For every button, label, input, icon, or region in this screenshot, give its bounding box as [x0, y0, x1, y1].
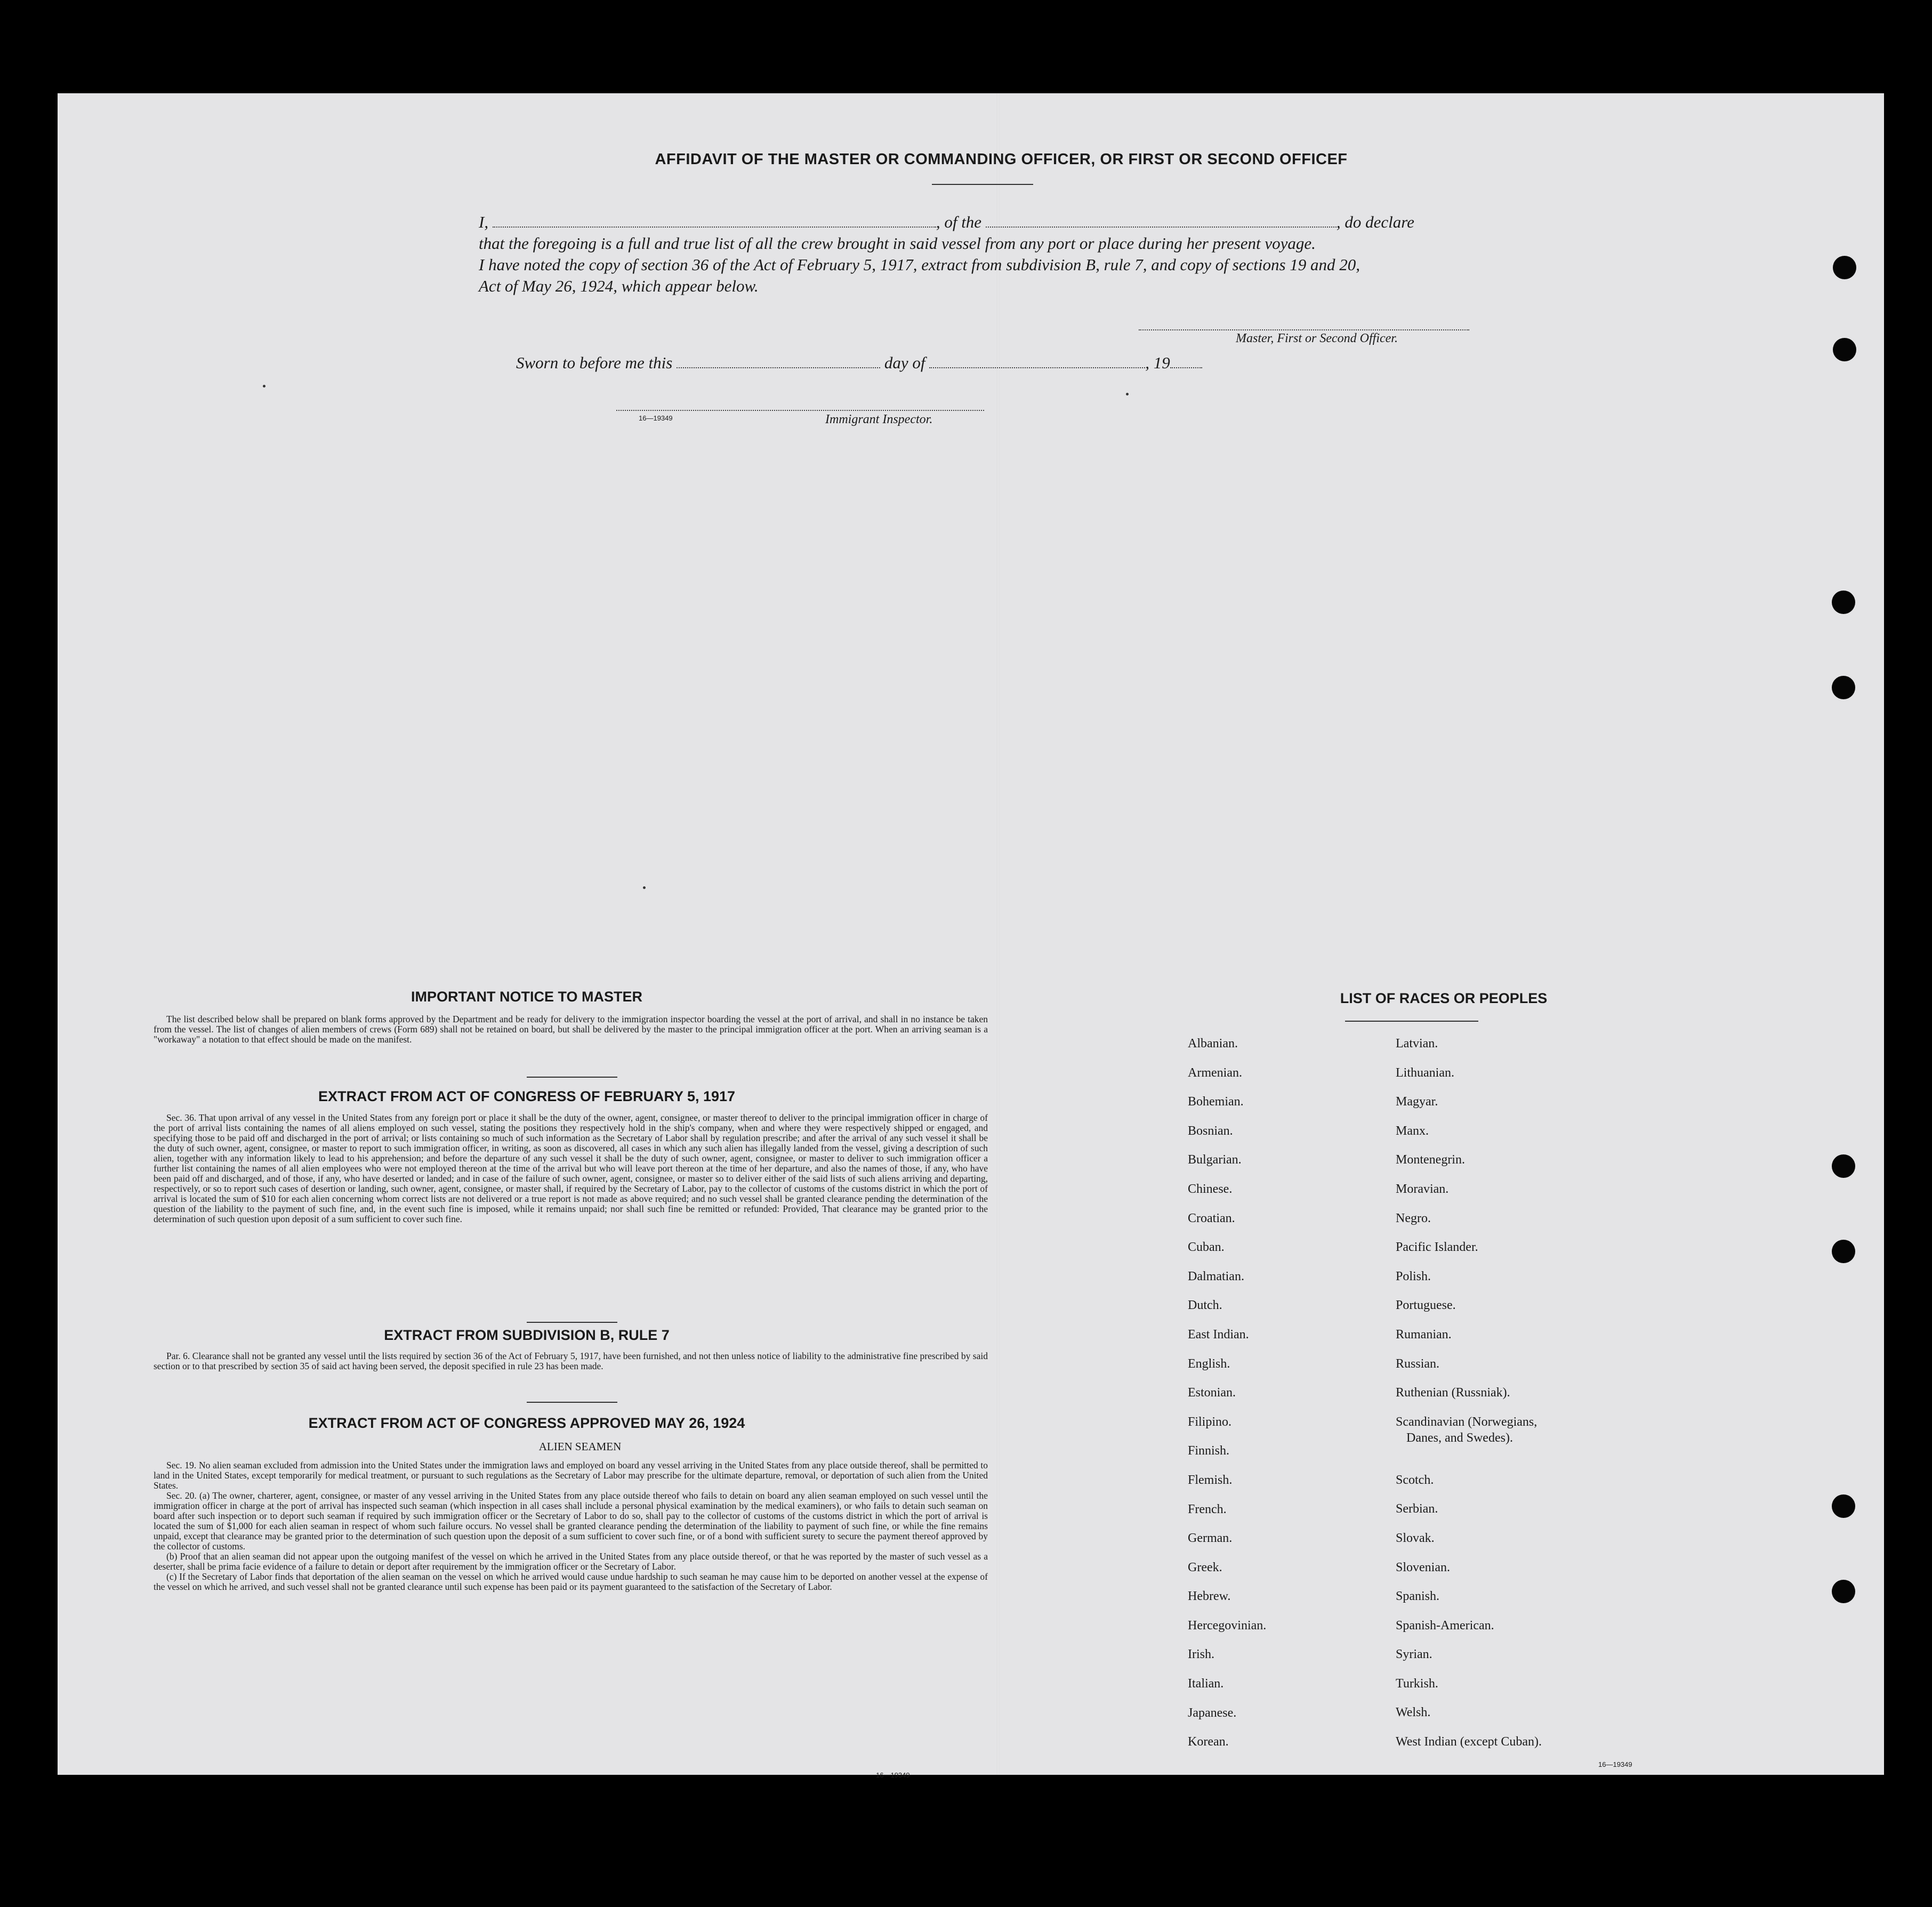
extract-1924-text [154, 1460, 988, 1592]
race-item: Hebrew. [1188, 1589, 1231, 1604]
do-declare-label: , do declare [1336, 213, 1414, 231]
race-item: Croatian. [1188, 1211, 1235, 1225]
page-fold [997, 93, 999, 1775]
races-title: LIST OF RACES OR PEOPLES [1340, 990, 1548, 1006]
race-item: Lithuanian. [1396, 1065, 1454, 1080]
races-right-column [1396, 1037, 1542, 1764]
race-item: Syrian. [1396, 1647, 1432, 1662]
race-item: Finnish. [1188, 1444, 1230, 1458]
binder-hole [1833, 338, 1856, 361]
binder-hole [1832, 1494, 1855, 1518]
inspector-signature-line [616, 410, 984, 411]
notice-text [154, 1014, 988, 1045]
race-item: Welsh. [1396, 1706, 1431, 1720]
vessel-blank [986, 227, 1337, 228]
declaration-i: I, [479, 213, 489, 231]
race-item: Negro. [1396, 1211, 1431, 1225]
race-item: Slovak. [1396, 1531, 1435, 1545]
race-item: West Indian (except Cuban). [1396, 1735, 1542, 1749]
declaration-text [479, 212, 1561, 297]
sworn-year-blank [1170, 367, 1202, 368]
race-item: French. [1188, 1502, 1227, 1516]
binder-hole [1833, 256, 1856, 279]
race-item: Spanish. [1396, 1589, 1440, 1604]
speck [1126, 393, 1129, 395]
race-item: Ruthenian (Russniak). [1396, 1386, 1510, 1400]
declaration-line-4: Act of May 26, 1924, which appear below. [479, 277, 759, 295]
sworn-year: , 19 [1145, 353, 1170, 372]
race-item: Serbian. [1396, 1502, 1438, 1516]
notice-rule [527, 1077, 617, 1078]
race-item: Flemish. [1188, 1473, 1233, 1487]
race-item: Portuguese. [1396, 1298, 1456, 1313]
binder-hole [1832, 1240, 1855, 1263]
race-item: Korean. [1188, 1735, 1229, 1749]
sworn-prefix: Sworn to before me this [516, 353, 673, 372]
race-item: Hercegovinian. [1188, 1618, 1267, 1633]
declaration-line-1 [479, 212, 1561, 233]
race-item: East Indian. [1188, 1327, 1249, 1342]
race-item: Filipino. [1188, 1415, 1232, 1429]
inspector-label: Immigrant Inspector. [825, 413, 933, 426]
binder-hole [1832, 676, 1855, 699]
race-item: Moravian. [1396, 1182, 1449, 1196]
master-signature-line [1139, 329, 1469, 330]
master-label: Master, First or Second Officer. [1236, 332, 1398, 345]
sec-19-paragraph: Sec. 19. No alien seaman excluded from admission into the United States under the immigration laws and employed on board any vessel arriving in the United States from any place outside thereof, shall be permitted to land in the United States, except temporarily for medical treatment, or pursuant to such regulations as the Secretary of Labor may prescribe for the ultimate departure, removal, or deportation of such alien from the United States. [154, 1460, 988, 1491]
race-item: Cuban. [1188, 1240, 1225, 1255]
race-item: Estonian. [1188, 1386, 1236, 1400]
form-number: 16—19349 [639, 414, 673, 422]
binder-hole [1832, 591, 1855, 614]
race-item: Latvian. [1396, 1037, 1438, 1051]
race-item: Manx. [1396, 1124, 1429, 1138]
race-item: Albanian. [1188, 1037, 1238, 1051]
races-rule [1345, 1021, 1478, 1022]
extract-1917-title: EXTRACT FROM ACT OF CONGRESS OF FEBRUARY 5, 1917 [318, 1088, 736, 1104]
race-item: Scandinavian (Norwegians, [1396, 1415, 1537, 1429]
race-item: Armenian. [1188, 1065, 1242, 1080]
race-item: Bosnian. [1188, 1124, 1233, 1138]
name-blank [493, 227, 936, 228]
affidavit-title: AFFIDAVIT OF THE MASTER OR COMMANDING OFFICER, OR FIRST OR SECOND OFFICEF [655, 151, 1348, 168]
sec-20a-paragraph: Sec. 20. (a) The owner, charterer, agent, consignee, or master of any vessel arriving in the United States from any place outside thereof who fails to detain on board any alien seaman employed on such vessel until the immigration officer in charge at the port of arrival has inspected such seaman (which inspection in all cases shall include a personal physical examination by the medical examiners), or who fails to detain such seaman on board after such inspection or to deport such seaman if required by such immigration officer or the Secretary of Labor to do so, shall pay to the collector of customs of the customs district in which the port of arrival is located the sum of $1,000 for each alien seaman in respect of whom such failure occurs. No vessel shall be granted clearance pending the determination of the liability to payment of such fine, or while the fine remains unpaid, except that clearance may be granted prior to the determination of such question upon the deposit of a sum sufficient to cover such fine, or of a bond with sufficient surety to secure the payment thereof approved by the collector of customs. [154, 1490, 988, 1552]
sworn-month-blank [929, 367, 1145, 368]
race-item: Montenegrin. [1396, 1153, 1465, 1167]
extract-1924-title: EXTRACT FROM ACT OF CONGRESS APPROVED MAY 26, 1924 [308, 1415, 745, 1431]
sec-20b-paragraph: (b) Proof that an alien seaman did not appear upon the outgoing manifest of the vessel on which he arrived in the United States from any place outside thereof, or that he was reported by the master of such vessel as a deserter, shall be prima facie evidence of a failure to detain or deport after requirement by the immigration officer or the Secretary of Labor. [154, 1551, 988, 1572]
race-item: German. [1188, 1531, 1233, 1546]
subdivision-rule [527, 1402, 617, 1403]
extract-1917-rule [527, 1322, 617, 1323]
race-item: Russian. [1396, 1356, 1440, 1371]
extract-1917-text [154, 1113, 988, 1224]
race-item: Chinese. [1188, 1182, 1233, 1196]
sworn-day-blank [677, 367, 880, 368]
race-item: Greek. [1188, 1560, 1222, 1574]
binder-hole [1832, 1580, 1855, 1603]
race-item: Bohemian. [1188, 1095, 1244, 1109]
race-item: Bulgarian. [1188, 1153, 1242, 1167]
sworn-line [516, 353, 1202, 373]
subdivision-title: EXTRACT FROM SUBDIVISION B, RULE 7 [384, 1327, 670, 1343]
race-item: Turkish. [1396, 1676, 1438, 1691]
race-item: Spanish-American. [1396, 1618, 1494, 1633]
race-item: Irish. [1188, 1647, 1214, 1662]
notice-paragraph: The list described below shall be prepared on blank forms approved by the Department and be ready for delivery to the immigration inspector boarding the vessel at the port of arrival, and shall in no instance be taken from the vessel. The list of changes of alien members of crews (Form 689) shall not be retained on board, but shall be delivered by the master to the principal immigration officer at the port. When an arriving seaman is a "workaway" a notation to that effect should be made on the manifest. [154, 1014, 988, 1045]
par-6-paragraph: Par. 6. Clearance shall not be granted any vessel until the lists required by section 36 of the Act of February 5, 1917, have been furnished, and not then unless notice of liability to the administrative fine prescribed by said section or to that prescribed by section 35 of said act having been served, the deposit specified in rule 23 has been made. [154, 1351, 988, 1371]
subdivision-text [154, 1351, 988, 1371]
races-form-number: 16—19349 [1598, 1760, 1632, 1768]
speck [643, 886, 646, 889]
of-the-label: , of the [936, 213, 982, 231]
form-page [58, 93, 1884, 1779]
sworn-day-of: day of [884, 353, 925, 372]
race-item: Japanese. [1188, 1706, 1237, 1720]
race-item: Dalmatian. [1188, 1269, 1244, 1283]
declaration-line-3: I have noted the copy of section 36 of the Act of February 5, 1917, extract from subdivision B, rule 7, and copy of sections 19 and 20, [479, 255, 1361, 274]
race-item: English. [1188, 1356, 1230, 1371]
sec-36-paragraph: Sec. 36. That upon arrival of any vessel in the United States from any foreign port or place it shall be the duty of the owner, agent, consignee, or master thereof to deliver to the principal immigration officer in charge of the port of arrival lists containing the names of all aliens employed on such vessel, stating the positions they respectively hold in the ship's company, when and where they were respectively shipped or engaged, and specifying those to be paid off and discharged in the port of arrival; or lists containing so much of such information as the Secretary of Labor shall by regulation prescribe; and after the arrival of any such vessel it shall be the duty of such owner, agent, consignee, or master to report to such immigration officer, in writing, as soon as discovered, all cases in which any such alien has illegally landed from the vessel, giving a description of such alien, together with any information likely to lead to his apprehension; and before the departure of any such vessel it shall be the duty of such owner, agent, consignee, or master to deliver to such immigration officer a further list containing the names of all alien employees who were not employed thereon at the time of the arrival but who will leave port thereon at the time of her departure, and also the names of those, if any, who have been paid off and discharged, and of those, if any, who have deserted or landed; and in case of the failure of such owner, agent, consignee, or master so to deliver either of the said lists of such aliens arriving and departing, respectively, or so to report such cases of desertion or landing, such owner, agent, consignee, or master shall, if required by the Secretary of Labor, pay to the collector of customs of the customs district in which the port of arrival is located the sum of $10 for each alien concerning whom correct lists are not delivered or a true report is not made as above required; and no such vessel shall be granted clearance pending the determination of the question of the liability to the payment of such fine, and, in the event such fine is imposed, while it remains unpaid; nor shall such fine be remitted or refunded: Provided, That clearance may be granted prior to the determination of such question upon deposit of a sum sufficient to cover such fine. [154, 1112, 988, 1224]
race-item: Danes, and Swedes). [1406, 1431, 1513, 1445]
races-left-column [1188, 1037, 1266, 1764]
race-item: Slovenian. [1396, 1560, 1450, 1574]
race-item: Dutch. [1188, 1298, 1222, 1313]
race-item: Magyar. [1396, 1095, 1438, 1109]
speck [263, 385, 265, 387]
alien-seamen-subtitle: ALIEN SEAMEN [538, 1440, 622, 1453]
race-item: Rumanian. [1396, 1327, 1452, 1342]
extract-form-number: 16—19349 [876, 1771, 910, 1779]
race-item: Polish. [1396, 1269, 1431, 1283]
race-item: Pacific Islander. [1396, 1240, 1478, 1255]
declaration-line-2: that the foregoing is a full and true list of all the crew brought in said vessel from any port or place during her present voyage. [479, 234, 1316, 253]
binder-hole [1832, 1154, 1855, 1178]
race-item: Italian. [1188, 1677, 1224, 1691]
race-item: Scotch. [1396, 1473, 1434, 1487]
notice-title: IMPORTANT NOTICE TO MASTER [411, 989, 642, 1005]
sec-20c-paragraph: (c) If the Secretary of Labor finds that deportation of the alien seaman on the vessel on which he arrived would cause undue hardship to such seaman he may cause him to be deported on another vessel at the expense of the vessel on which he arrived, and such vessel shall not be granted clearance until such expense has been paid or its payment guaranteed to the satisfaction of the Secretary of Labor. [154, 1571, 988, 1592]
title-rule [932, 184, 1033, 185]
